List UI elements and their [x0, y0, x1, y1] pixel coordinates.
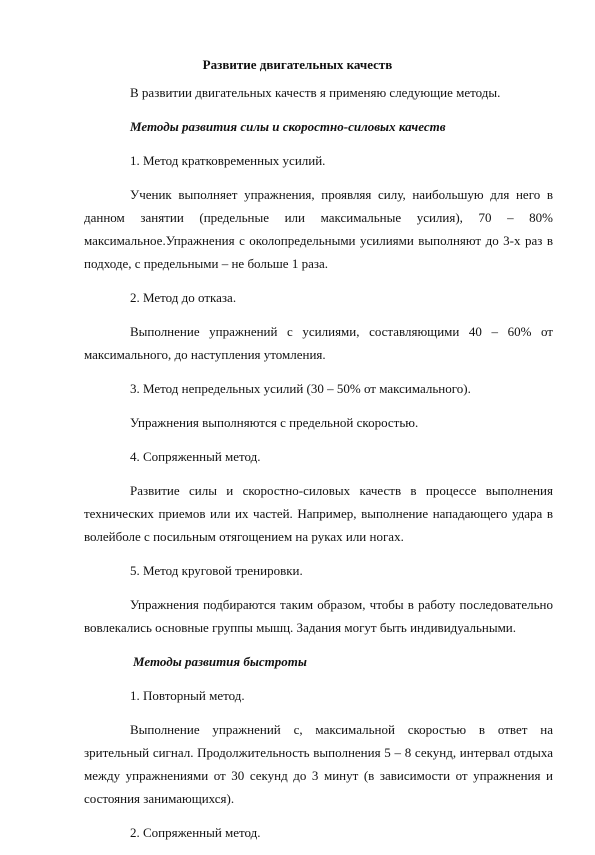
- method-description: Упражнения подбираются таким образом, чтобы в работу последовательно вовлекались основные группы мышц. Задания могут быть индивидуальными.: [84, 597, 553, 635]
- method-item: 5. Метод круговой тренировки.: [130, 563, 303, 578]
- method-description: Ученик выполняет упражнения, проявляя силу, наибольшую для него в данном занятии (предельные или максимальные усилия), 70 – 80% максимальное.Упражнения с околопредельными усилиями выполняют до 3-х раз в подходе, с предельными – не больше 1 раза.: [84, 187, 553, 271]
- method-description: Упражнения выполняются с предельной скоростью.: [130, 415, 419, 430]
- method-description: Развитие силы и скоростно-силовых качеств в процессе выполнения технических приемов или их частей. Например, выполнение нападающего удара в волейболе с посильным отягощением на руках или ногах.: [84, 483, 553, 544]
- section-heading-strength: Методы развития силы и скоростно-силовых качеств: [130, 119, 446, 134]
- method-item: 3. Метод непредельных усилий (30 – 50% от максимального).: [130, 381, 471, 396]
- method-item: 1. Метод кратковременных усилий.: [130, 153, 326, 168]
- intro-paragraph: В развитии двигательных качеств я применяю следующие методы.: [130, 85, 501, 100]
- method-item: 4. Сопряженный метод.: [130, 449, 261, 464]
- section-heading-speed: Методы развития быстроты: [133, 654, 307, 669]
- document-body: [84, 81, 553, 855]
- method-item: 2. Метод до отказа.: [130, 290, 237, 305]
- method-description: Выполнение упражнений с усилиями, составляющими 40 – 60% от максимального, до наступления утомления.: [84, 324, 553, 362]
- page-title: Развитие двигательных качеств: [202, 57, 393, 72]
- method-item: 1. Повторный метод.: [130, 688, 245, 703]
- method-item: 2. Сопряженный метод.: [130, 825, 261, 840]
- method-description: Выполнение упражнений с, максимальной скоростью в ответ на зрительный сигнал. Продолжительность выполнения 5 – 8 секунд, интервал отдыха между упражнениями от 30 секунд до 3 минут (в зависимости от упражнения и состояния занимающихся).: [84, 722, 553, 806]
